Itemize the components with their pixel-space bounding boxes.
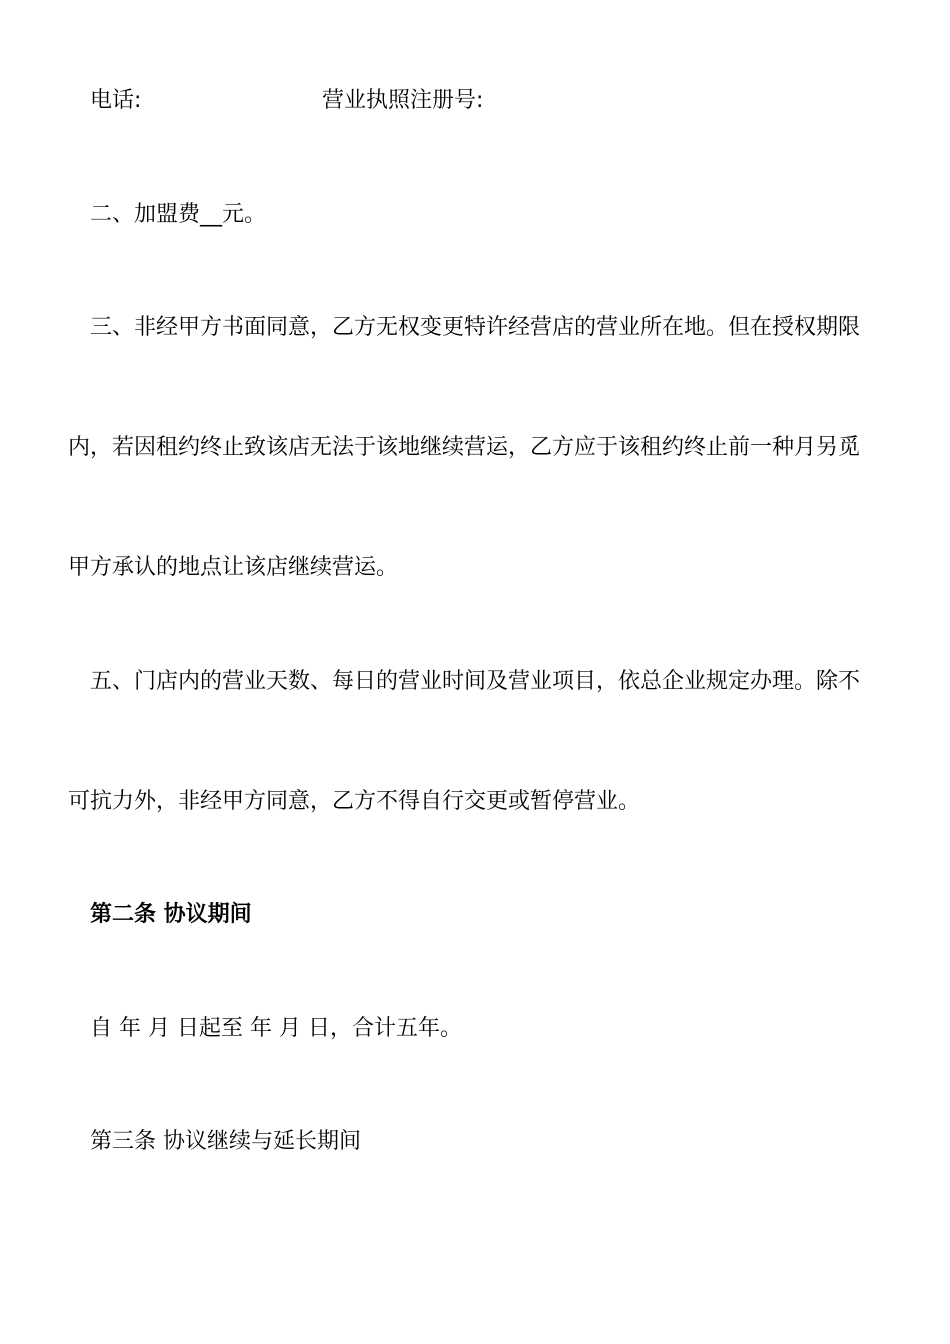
business-hours-clause-line-2: 可抗力外，非经甲方同意，乙方不得自行交更或暂停营业。 [68,789,641,814]
business-license-label: 营业执照注册号: [322,88,484,113]
article-3-heading: 第三条 协议继续与延长期间 [90,1129,361,1154]
article-2-body: 自 年 月 日起至 年 月 日，合计五年。 [90,1016,462,1041]
article-2-heading: 第二条 协议期间 [90,902,252,927]
location-clause-line-3: 甲方承认的地点让该店继续营运。 [68,555,399,580]
franchise-fee-paragraph: 二、加盟费__元。 [90,202,267,227]
business-hours-clause-line-1: 五、门店内的营业天数、每日的营业时间及营业项目，依总企业规定办理。除不 [90,669,861,694]
location-clause-line-1: 三、非经甲方书面同意，乙方无权变更特许经营店的营业所在地。但在授权期限 [90,315,861,340]
phone-label: 电话: [90,88,142,113]
location-clause-line-2: 内，若因租约终止致该店无法于该地继续营运，乙方应于该租约终止前一种月另觅 [68,435,861,460]
